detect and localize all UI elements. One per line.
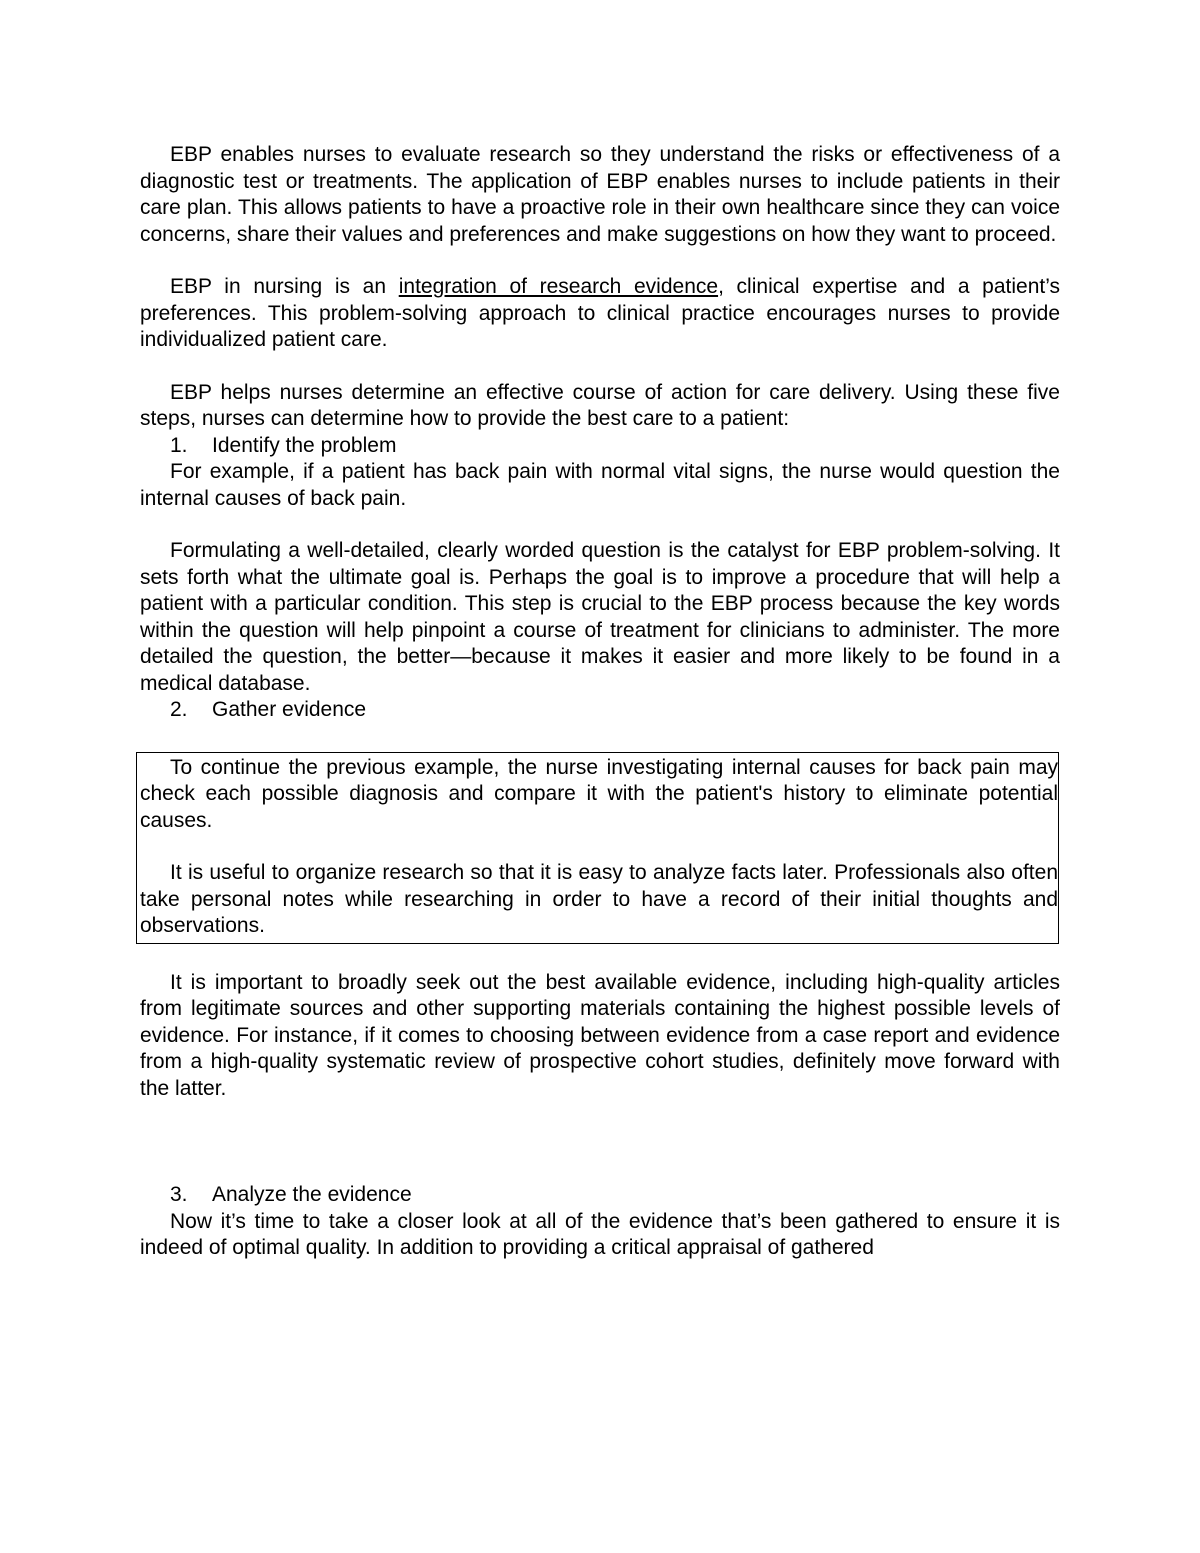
step-3-title: Analyze the evidence (212, 1183, 412, 1206)
step-2-number: 2. (170, 698, 188, 721)
paragraph-ebp-integration-rest: , clinical expertise and a patient’s preferences. This problem-solving approach to clinical practice encourages nurses to provide individualized patient care. (140, 275, 1061, 351)
paragraph-ebp-integration-lead: EBP in nursing is an (170, 275, 399, 298)
document-body (140, 142, 1060, 1262)
step-3-detail: Now it’s time to take a closer look at all of the evidence that’s been gathered to ensure it is indeed of optimal quality. In addition to providing a critical appraisal of gathered (140, 1209, 1060, 1259)
step-2-box-paragraph-1: To continue the previous example, the nurse investigating internal causes for back pain may check each possible diagnosis and compare it with the patient's history to eliminate potential causes. (140, 755, 1058, 832)
step-1-heading (140, 433, 1060, 460)
integration-link[interactable]: integration of research evidence (398, 275, 719, 298)
step-2-example-box (136, 752, 1059, 944)
step-1-number: 1. (170, 433, 188, 457)
step-1-detail: Formulating a well-detailed, clearly worded question is the catalyst for EBP problem-solving. It sets forth what the ultimate goal is. Perhaps the goal is to improve a procedure that will help a patient with a particular condition. This step is crucial to the EBP process because the key words within the question will help pinpoint a course of treatment for clinicians to administer. The more detailed the question, the better—because it makes it easier and more likely to be found in a medical database. (140, 539, 1060, 695)
step-2-heading (140, 697, 1060, 724)
step-2-title: Gather evidence (212, 698, 367, 721)
step-2-box-paragraph-2: It is useful to organize research so that it is easy to analyze facts later. Professionals also often take personal notes while researching in order to have a record of their initial thoughts and observations. (140, 861, 1058, 937)
paragraph-five-steps: EBP helps nurses determine an effective course of action for care delivery. Using these five steps, nurses can determine how to provide the best care to a patient: (140, 380, 1060, 430)
step-3-number: 3. (170, 1183, 188, 1206)
step-3-heading (140, 1182, 1060, 1209)
paragraph-ebp-integration (140, 274, 1060, 354)
step-2-detail: It is important to broadly seek out the best available evidence, including high-quality articles from legitimate sources and other supporting materials containing the highest possible levels of evidence. For instance, if it comes to choosing between evidence from a case report and evidence from a high-quality systematic review of prospective cohort studies, definitely move forward with the latter. (140, 970, 1060, 1100)
blank-space (140, 1102, 1060, 1182)
step-1-title: Identify the problem (212, 433, 397, 457)
paragraph-ebp-evaluate: EBP enables nurses to evaluate research so they understand the risks or effectiveness of a diagnostic test or treatments. The application of EBP enables nurses to include patients in their care plan. This allows patients to have a proactive role in their own healthcare since they can voice concerns, share their values and preferences and make suggestions on how they want to proceed. (140, 143, 1060, 246)
step-1-example: For example, if a patient has back pain with normal vital signs, the nurse would question the internal causes of back pain. (140, 460, 1060, 510)
